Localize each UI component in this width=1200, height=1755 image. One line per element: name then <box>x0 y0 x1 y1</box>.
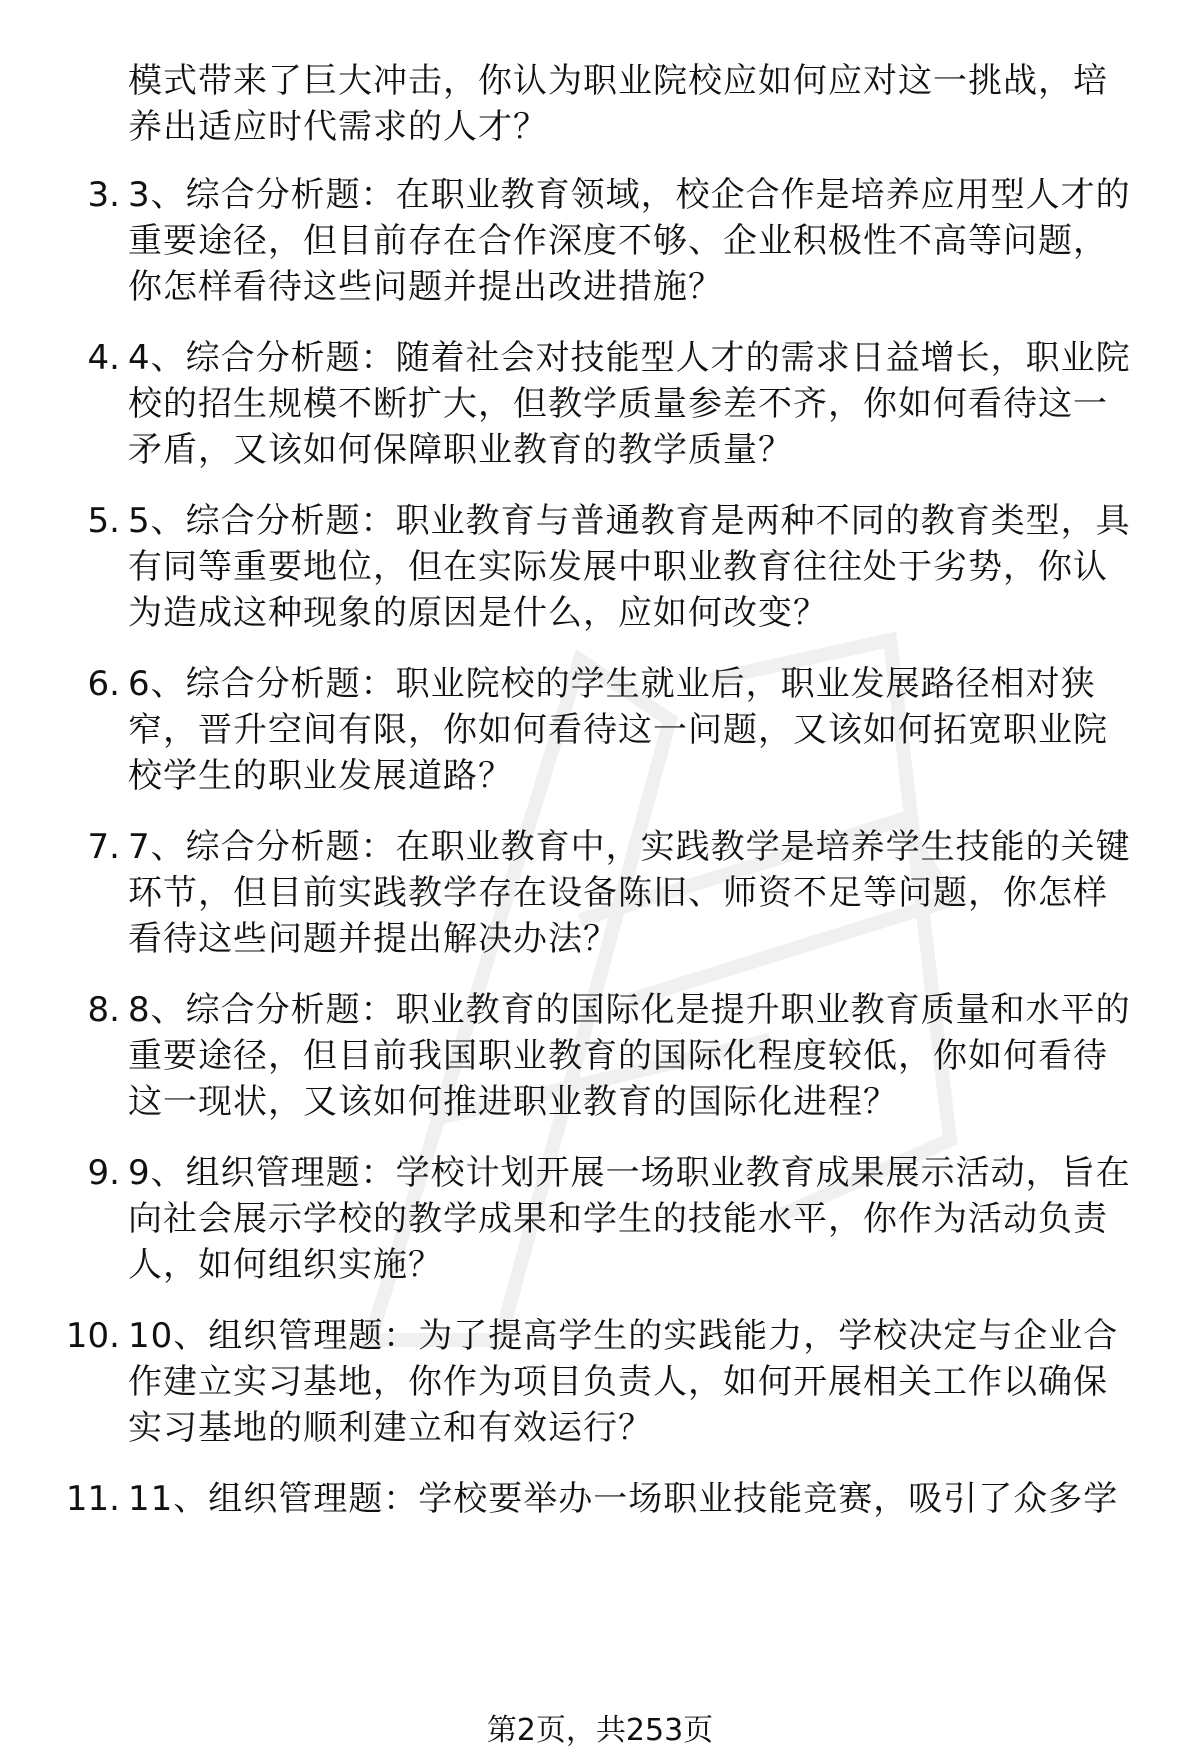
list-item <box>0 335 1200 475</box>
question-line: 3、综合分析题：在职业教育领域，校企合作是培养应用型人才的 <box>128 175 1131 215</box>
list-item <box>0 1313 1200 1453</box>
question-line: 5、综合分析题：职业教育与普通教育是两种不同的教育类型，具 <box>128 501 1131 541</box>
list-number: 5. <box>87 501 120 541</box>
question-line: 你怎样看待这些问题并提出改进措施？ <box>128 267 723 307</box>
paragraph-line: 养出适应时代需求的人才？ <box>128 107 548 147</box>
list-number: 6. <box>87 664 120 704</box>
list-item <box>0 661 1200 801</box>
question-line: 向社会展示学校的教学成果和学生的技能水平，你作为活动负责 <box>128 1199 1108 1239</box>
question-line: 重要途径，但目前存在合作深度不够、企业积极性不高等问题， <box>128 221 1108 261</box>
question-text <box>128 824 1178 962</box>
list-item <box>0 172 1200 312</box>
question-line: 有同等重要地位，但在实际发展中职业教育往往处于劣势，你认 <box>128 547 1108 587</box>
question-line: 8、综合分析题：职业教育的国际化是提升职业教育质量和水平的 <box>128 990 1131 1030</box>
question-text <box>128 1150 1178 1288</box>
question-line: 作建立实习基地，你作为项目负责人，如何开展相关工作以确保 <box>128 1362 1108 1402</box>
question-line: 实习基地的顺利建立和有效运行？ <box>128 1408 653 1448</box>
question-line: 校学生的职业发展道路？ <box>128 756 513 796</box>
list-item <box>0 987 1200 1127</box>
question-line: 这一现状，又该如何推进职业教育的国际化进程？ <box>128 1082 898 1122</box>
page-footer: 第2页，共253页 <box>486 1713 714 1748</box>
question-line: 矛盾，又该如何保障职业教育的教学质量？ <box>128 430 793 470</box>
question-line: 9、组织管理题：学校计划开展一场职业教育成果展示活动，旨在 <box>128 1153 1131 1193</box>
question-line: 人，如何组织实施？ <box>128 1245 443 1285</box>
question-line: 7、综合分析题：在职业教育中，实践教学是培养学生技能的关键 <box>128 827 1131 867</box>
question-line: 为造成这种现象的原因是什么，应如何改变？ <box>128 593 828 633</box>
question-line: 10、组织管理题：为了提高学生的实践能力，学校决定与企业合 <box>128 1316 1119 1356</box>
question-text <box>128 987 1178 1125</box>
question-line: 校的招生规模不断扩大，但教学质量参差不齐，你如何看待这一 <box>128 384 1108 424</box>
question-text <box>128 1476 1178 1522</box>
list-number: 7. <box>87 827 120 867</box>
paragraph-line: 模式带来了巨大冲击，你认为职业院校应如何应对这一挑战，培 <box>128 61 1108 101</box>
list-item <box>0 1150 1200 1290</box>
list-number: 3. <box>87 175 120 215</box>
list-item <box>0 1476 1200 1616</box>
question-line: 窄，晋升空间有限，你如何看待这一问题，又该如何拓宽职业院 <box>128 710 1108 750</box>
list-number: 9. <box>87 1153 120 1193</box>
question-text <box>128 498 1178 636</box>
list-item <box>0 824 1200 964</box>
question-text <box>128 1313 1178 1451</box>
list-number: 11. <box>65 1479 120 1519</box>
list-item <box>0 498 1200 638</box>
list-number: 8. <box>87 990 120 1030</box>
list-number: 10. <box>65 1316 120 1356</box>
question-text <box>128 172 1178 310</box>
question-line: 看待这些问题并提出解决办法？ <box>128 919 618 959</box>
continuation-paragraph <box>128 58 1178 150</box>
question-line: 4、综合分析题：随着社会对技能型人才的需求日益增长，职业院 <box>128 338 1131 378</box>
question-line: 6、综合分析题：职业院校的学生就业后，职业发展路径相对狭 <box>128 664 1096 704</box>
question-text <box>128 335 1178 473</box>
question-line: 重要途径，但目前我国职业教育的国际化程度较低，你如何看待 <box>128 1036 1108 1076</box>
question-line: 11、组织管理题：学校要举办一场职业技能竞赛，吸引了众多学 <box>128 1479 1119 1519</box>
question-text <box>128 661 1178 799</box>
question-line: 环节，但目前实践教学存在设备陈旧、师资不足等问题，你怎样 <box>128 873 1108 913</box>
list-number: 4. <box>87 338 120 378</box>
